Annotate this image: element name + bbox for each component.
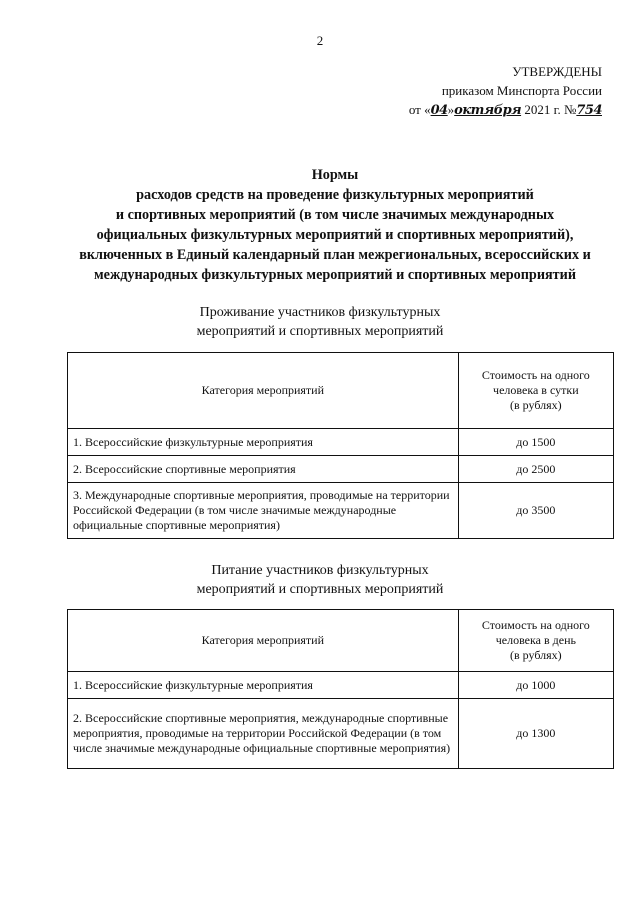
header-line: (в рублях) bbox=[510, 648, 562, 662]
approval-day: 04 bbox=[430, 103, 448, 118]
accommodation-table bbox=[67, 352, 614, 539]
accommodation-heading bbox=[0, 303, 640, 341]
meals-heading bbox=[0, 561, 640, 599]
table-row bbox=[68, 429, 614, 456]
header-line: (в рублях) bbox=[510, 398, 562, 412]
approval-stamp bbox=[362, 62, 602, 120]
title-line: расходов средств на проведение физкультурных мероприятий bbox=[136, 187, 534, 203]
cost-cell: до 1300 bbox=[458, 699, 613, 769]
approval-quote-close: » bbox=[447, 102, 455, 117]
header-line: человека в день bbox=[495, 633, 576, 647]
title-line: включенных в Единый календарный план межрегиональных, всероссийских и bbox=[79, 247, 591, 263]
table-row bbox=[68, 672, 614, 699]
table-row bbox=[68, 483, 614, 539]
col-cost-header bbox=[458, 353, 613, 429]
heading-line: Питание участников физкультурных bbox=[211, 563, 429, 578]
category-cell: 1. Всероссийские физкультурные мероприятия bbox=[68, 672, 459, 699]
category-cell: 1. Всероссийские физкультурные мероприятия bbox=[68, 429, 459, 456]
cost-cell: до 1000 bbox=[458, 672, 613, 699]
col-cost-header bbox=[458, 610, 613, 672]
approval-month: октября bbox=[454, 103, 522, 118]
cost-cell: до 3500 bbox=[458, 483, 613, 539]
title-line: Нормы bbox=[311, 167, 359, 183]
header-line: человека в сутки bbox=[493, 383, 579, 397]
table-header-row bbox=[68, 353, 614, 429]
title-line: и спортивных мероприятий (в том числе значимых международных bbox=[115, 207, 555, 223]
col-category-header: Категория мероприятий bbox=[68, 353, 459, 429]
category-cell: 3. Международные спортивные мероприятия, проводимые на территории Российской Федерации (в том числе значимые международные официальные спортивные мероприятия) bbox=[68, 483, 459, 539]
table-row bbox=[68, 699, 614, 769]
heading-line: мероприятий и спортивных мероприятий bbox=[196, 324, 444, 339]
approval-order: приказом Минспорта России bbox=[441, 83, 602, 98]
title-line: официальных физкультурных мероприятий и спортивных мероприятий), bbox=[96, 227, 574, 243]
document-title bbox=[40, 165, 630, 285]
col-category-header: Категория мероприятий bbox=[68, 610, 459, 672]
meals-table bbox=[67, 609, 614, 769]
approval-number: 754 bbox=[576, 103, 602, 118]
category-cell: 2. Всероссийские спортивные мероприятия, международные спортивные мероприятия, проводимые на территории Российской Федерации (в том числе значимые международные официальные спортивные мероприятия) bbox=[68, 699, 459, 769]
category-cell: 2. Всероссийские спортивные мероприятия bbox=[68, 456, 459, 483]
cost-cell: до 1500 bbox=[458, 429, 613, 456]
approval-date-prefix: от « bbox=[408, 102, 431, 117]
cost-cell: до 2500 bbox=[458, 456, 613, 483]
header-line: Стоимость на одного bbox=[481, 368, 590, 382]
approval-year: 2021 г. № bbox=[521, 102, 577, 117]
heading-line: мероприятий и спортивных мероприятий bbox=[196, 582, 444, 597]
approval-date-line bbox=[362, 100, 602, 120]
page-number: 2 bbox=[316, 33, 324, 48]
table-row bbox=[68, 456, 614, 483]
heading-line: Проживание участников физкультурных bbox=[199, 305, 441, 320]
title-line: международных физкультурных мероприятий и спортивных мероприятий bbox=[93, 267, 576, 283]
approval-heading: УТВЕРЖДЕНЫ bbox=[512, 64, 602, 79]
header-line: Стоимость на одного bbox=[481, 618, 590, 632]
table-header-row bbox=[68, 610, 614, 672]
